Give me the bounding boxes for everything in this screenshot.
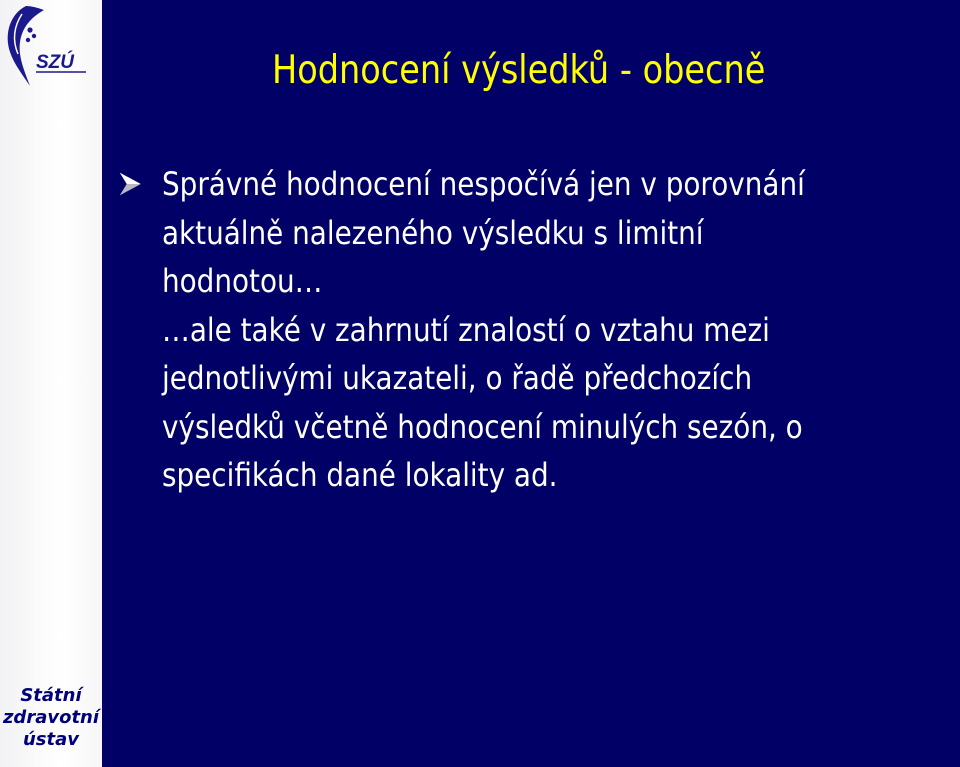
org-name-line: ústav (22, 729, 79, 750)
bullet-text-line: aktuálně nalezeného výsledku s limitní (162, 213, 704, 252)
bullet-text-line: hodnotou… (162, 262, 323, 300)
bullet-text-line: výsledků včetně hodnocení minulých sezón, o (162, 407, 803, 446)
slide-content (102, 0, 960, 767)
bullet-text-line: jednotlivými ukazateli, o řadě předchozích (162, 359, 753, 397)
svg-text:SZÚ: SZÚ (36, 52, 74, 73)
arrowhead-bullet-icon (114, 169, 146, 199)
bullet-text-line: Správné hodnocení nespočívá jen v porovnání (162, 165, 805, 203)
sidebar (0, 0, 102, 767)
bullet-text (162, 160, 960, 500)
bullet-text-line: specifikách dané lokality ad. (162, 456, 558, 494)
bullet-text-line: …ale také v zahrnutí znalostí o vztahu mezi (162, 310, 770, 349)
slide-title: Hodnocení výsledků - obecně (272, 48, 766, 93)
org-name-line: zdravotní (2, 707, 100, 728)
organization-name (0, 685, 102, 751)
szu-logo (0, 0, 102, 92)
org-name-line: Státní (20, 685, 82, 706)
